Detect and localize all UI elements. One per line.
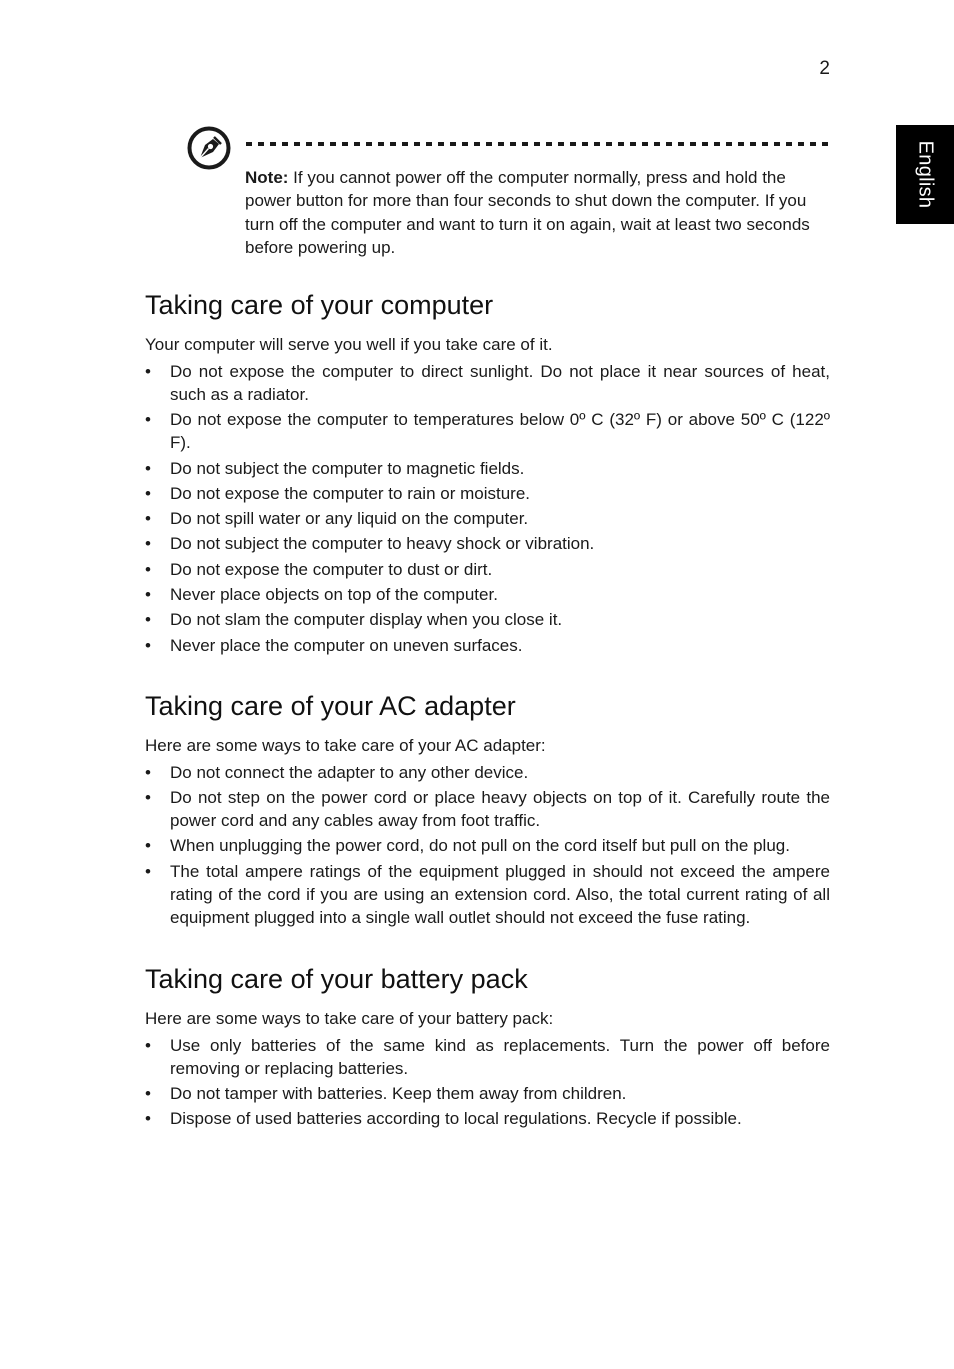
bullet-list [145, 360, 830, 657]
section-ac-adapter-care [145, 686, 830, 929]
list-item: • Do not step on the power cord or place heavy objects on top of it. Carefully route the power cord and any cables away from foot traffic. [145, 786, 830, 832]
section-intro: Here are some ways to take care of your battery pack: [145, 1008, 554, 1028]
list-item: • Do not spill water or any liquid on the computer. [145, 507, 830, 530]
note-dotted-rule [246, 142, 830, 146]
bullet-list [145, 761, 830, 929]
list-item: • Never place the computer on uneven surfaces. [145, 634, 830, 657]
page-number: 2 [819, 58, 830, 79]
list-item: • Do not expose the computer to dust or dirt. [145, 558, 830, 581]
section-intro: Here are some ways to take care of your AC adapter: [145, 735, 546, 755]
list-item: • Do not tamper with batteries. Keep them away from children. [145, 1082, 830, 1105]
list-item: • When unplugging the power cord, do not pull on the cord itself but pull on the plug. [145, 834, 830, 857]
list-item: • Do not expose the computer to direct sunlight. Do not place it near sources of heat, such as a radiator. [145, 360, 830, 406]
note-label: Note: [245, 168, 289, 187]
section-heading: Taking care of your battery pack [145, 963, 528, 994]
list-item: • Use only batteries of the same kind as replacements. Turn the power off before removing or replacing batteries. [145, 1034, 830, 1080]
language-tab [896, 125, 954, 224]
language-tab-label: English [914, 140, 937, 209]
note-body: If you cannot power off the computer normally, press and hold the power button for more than four seconds to shut down the computer. If you turn off the computer and want to turn it on again, wait at least two seconds before powering up. [245, 168, 810, 257]
list-item: • The total ampere ratings of the equipment plugged in should not exceed the ampere rating of the cord if you are using an extension cord. Also, the total current rating of all equipment plugged into a single wall outlet should not exceed the fuse rating. [145, 860, 830, 929]
list-item: • Do not expose the computer to rain or moisture. [145, 482, 830, 505]
document-body [145, 285, 830, 1132]
list-item: • Do not subject the computer to magnetic fields. [145, 457, 830, 480]
list-item: • Do not connect the adapter to any other device. [145, 761, 830, 784]
section-computer-care [145, 285, 830, 657]
note-paragraph [245, 166, 830, 259]
list-item: • Do not subject the computer to heavy shock or vibration. [145, 532, 830, 555]
list-item: • Dispose of used batteries according to local regulations. Recycle if possible. [145, 1107, 830, 1130]
list-item: • Do not expose the computer to temperatures below 0º C (32º F) or above 50º C (122º F). [145, 408, 830, 454]
section-heading: Taking care of your computer [145, 290, 494, 320]
section-heading: Taking care of your AC adapter [145, 690, 516, 721]
section-battery-pack-care [145, 959, 830, 1131]
bullet-list [145, 1034, 830, 1131]
pen-nib-note-icon [186, 125, 232, 171]
list-item: • Never place objects on top of the computer. [145, 583, 830, 606]
list-item: • Do not slam the computer display when you close it. [145, 608, 830, 631]
section-intro: Your computer will serve you well if you take care of it. [145, 335, 553, 354]
